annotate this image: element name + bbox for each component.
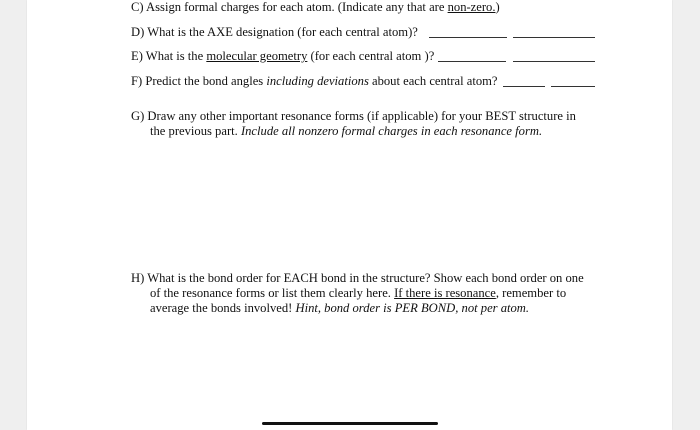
question-g-text-2: the previous part. [150,124,241,138]
question-h-text: H) What is the bond order for EACH bond in the structure? Show each bond order on one [131,271,584,285]
question-e [131,48,434,64]
worksheet-page [27,0,672,430]
question-h-line-3 [150,300,529,316]
question-h-line-2 [150,285,566,301]
question-e-underlined: molecular geometry [206,49,308,63]
question-c-tail: ) [495,0,500,14]
question-h-tail: , remember to [495,286,567,300]
question-h-underlined: If there is resonance [394,286,496,300]
question-d-text: D) What is the AXE designation (for each central atom)? [131,25,418,39]
question-f-tail: about each central atom? [368,74,498,88]
question-h-line-1 [131,270,584,286]
answer-blank-e-2[interactable] [513,61,595,62]
home-indicator-bar[interactable] [262,422,438,425]
question-c-text: C) Assign formal charges for each atom. (Indicate any that are [131,0,448,14]
question-g-italic: Include all nonzero formal charges in each resonance form. [240,124,543,138]
question-c [131,0,500,15]
question-h-text-3: average the bonds involved! [150,301,296,315]
question-g-line-1 [131,108,576,124]
answer-blank-f-1[interactable] [503,86,545,87]
question-f-text: F) Predict the bond angles [131,74,267,88]
question-f [131,73,498,89]
question-g-line-2 [150,123,542,139]
question-h-text-2: of the resonance forms or list them clearly here. [150,286,395,300]
answer-blank-d-2[interactable] [513,37,595,38]
question-h-italic: Hint, bond order is PER BOND, not per atom. [295,301,530,315]
question-f-italic: including deviations [266,74,369,88]
question-e-text: E) What is the [131,49,207,63]
answer-blank-f-2[interactable] [551,86,595,87]
question-c-underlined: non-zero. [447,0,496,14]
question-d [131,24,418,40]
answer-blank-e-1[interactable] [438,61,506,62]
question-g-text: G) Draw any other important resonance forms (if applicable) for your BEST structure in [131,109,576,123]
answer-blank-d-1[interactable] [429,37,507,38]
question-e-tail: (for each central atom )? [307,49,435,63]
